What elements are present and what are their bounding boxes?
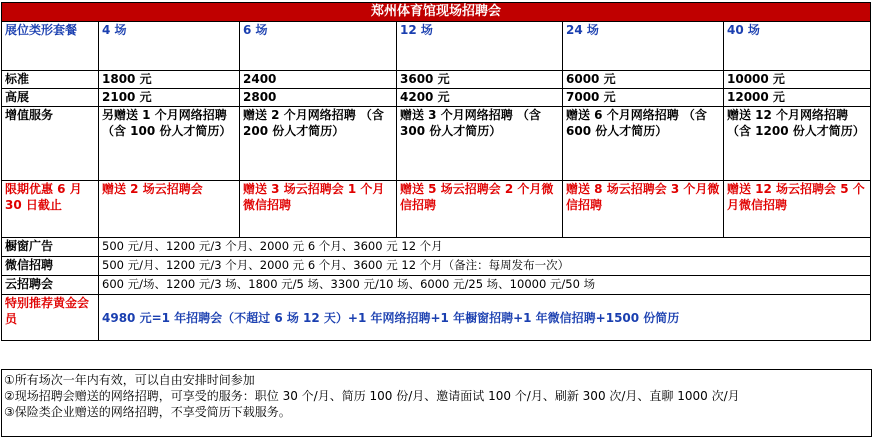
- cloud-prices: 600 元/场、1200 元/3 场、1800 元/5 场、3300 元/10 场、6000 元/25 场、10000 元/50 场: [99, 276, 871, 295]
- limited-offer-cell: 赠送 8 场云招聘会 3 个月微信招聘: [563, 181, 724, 238]
- window-ad-row: [2, 238, 871, 257]
- row-label-gold-member: 特别推荐黄金会员: [2, 295, 99, 341]
- note-item: ③保险类企业赠送的网络招聘，不享受简历下载服务。: [4, 405, 291, 419]
- standard-price: 10000 元: [724, 71, 871, 89]
- row-label-wechat: 微信招聘: [2, 257, 99, 276]
- standard-price: 3600 元: [397, 71, 563, 89]
- standard-price: 2400: [240, 71, 397, 89]
- premium-price: 7000 元: [563, 89, 724, 107]
- title-row: [2, 3, 871, 22]
- window-ad-prices: 500 元/月、1200 元/3 个月、2000 元 6 个月、3600 元 12 个月: [99, 238, 871, 257]
- cloud-row: [2, 276, 871, 295]
- premium-price: 2800: [240, 89, 397, 107]
- value-added-cell: 另赠送 1 个月网络招聘 （含 100 份人才简历）: [99, 107, 240, 181]
- row-label-cloud: 云招聘会: [2, 276, 99, 295]
- premium-price: 4200 元: [397, 89, 563, 107]
- note-item: ②现场招聘会赠送的网络招聘，可享受的服务：职位 30 个/月、简历 100 份/月、邀请面试 100 个/月、刷新 300 次/月、直聊 1000 次/月: [4, 389, 740, 403]
- gold-row: [2, 295, 871, 341]
- row-label-limited-offer: 限期优惠 6 月 30 日截止: [2, 181, 99, 238]
- value-added-row: [2, 107, 871, 181]
- note-item: ①所有场次一年内有效，可以自由安排时间参加: [4, 373, 255, 387]
- notes-box: [1, 369, 872, 437]
- value-added-cell: 赠送 12 个月网络招聘 （含 1200 份人才简历）: [724, 107, 871, 181]
- limited-offer-cell: 赠送 3 场云招聘会 1 个月微信招聘: [240, 181, 397, 238]
- standard-row: [2, 71, 871, 89]
- header-col-4: 4 场: [99, 22, 240, 71]
- header-row: [2, 22, 871, 71]
- premium-price: 2100 元: [99, 89, 240, 107]
- row-label-standard: 标准: [2, 71, 99, 89]
- value-added-cell: 赠送 2 个月网络招聘 （含 200 份人才简历）: [240, 107, 397, 181]
- header-col-6: 6 场: [240, 22, 397, 71]
- value-added-cell: 赠送 3 个月网络招聘 （含 300 份人才简历）: [397, 107, 563, 181]
- row-label-booth-type: 展位类形套餐: [2, 22, 99, 71]
- header-col-12: 12 场: [397, 22, 563, 71]
- header-col-40: 40 场: [724, 22, 871, 71]
- row-label-premium: 高展: [2, 89, 99, 107]
- gold-offer: 4980 元=1 年招聘会（不超过 6 场 12 天）+1 年网络招聘+1 年橱窗招聘+1 年微信招聘+1500 份简历: [99, 295, 871, 341]
- table-title: 郑州体育馆现场招聘会: [2, 3, 871, 22]
- limited-offer-row: [2, 181, 871, 238]
- limited-offer-cell: 赠送 12 场云招聘会 5 个月微信招聘: [724, 181, 871, 238]
- value-added-cell: 赠送 6 个月网络招聘 （含 600 份人才简历）: [563, 107, 724, 181]
- standard-price: 1800 元: [99, 71, 240, 89]
- row-label-value-added: 增值服务: [2, 107, 99, 181]
- limited-offer-cell: 赠送 5 场云招聘会 2 个月微信招聘: [397, 181, 563, 238]
- header-col-24: 24 场: [563, 22, 724, 71]
- wechat-row: [2, 257, 871, 276]
- wechat-prices: 500 元/月、1200 元/3 个月、2000 元 6 个月、3600 元 12 个月（备注：每周发布一次）: [99, 257, 871, 276]
- row-label-window-ad: 橱窗广告: [2, 238, 99, 257]
- pricing-table: [1, 2, 871, 341]
- premium-row: [2, 89, 871, 107]
- standard-price: 6000 元: [563, 71, 724, 89]
- premium-price: 12000 元: [724, 89, 871, 107]
- limited-offer-cell: 赠送 2 场云招聘会: [99, 181, 240, 238]
